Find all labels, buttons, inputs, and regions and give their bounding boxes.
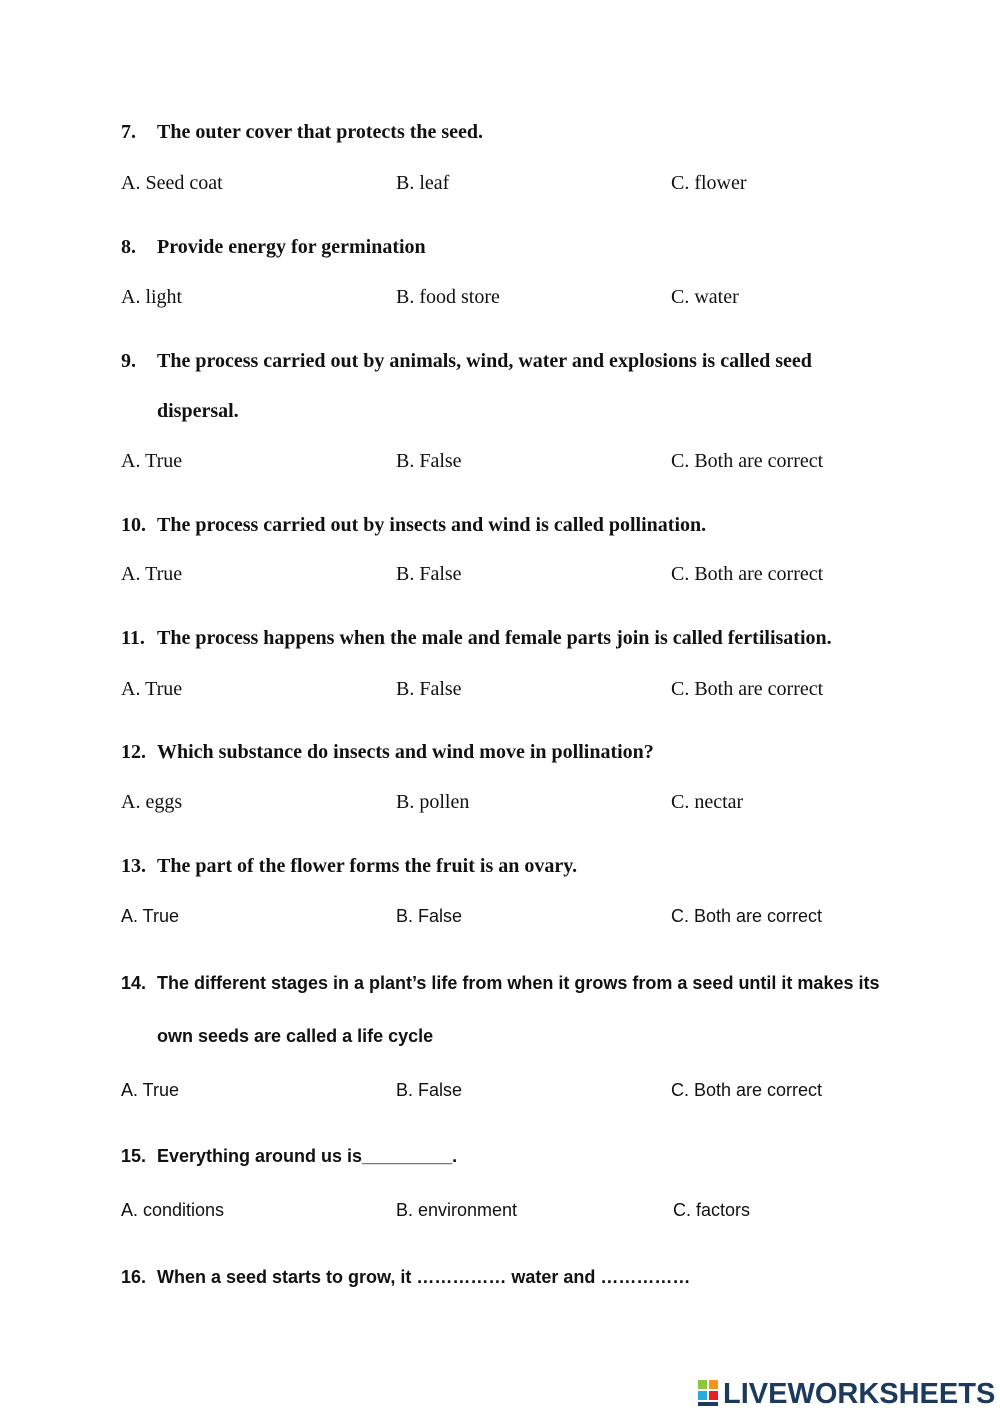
option-a[interactable]: A. True xyxy=(121,906,180,926)
option-a[interactable]: A. Seed coat xyxy=(121,172,223,194)
option-c[interactable]: C. factors xyxy=(673,1200,751,1220)
question-text: The process carried out by insects and wind is called pollination. xyxy=(157,514,707,536)
question-text: The part of the flower forms the fruit is an ovary. xyxy=(157,855,578,877)
option-a[interactable]: A. True xyxy=(121,563,183,585)
option-a[interactable]: A. eggs xyxy=(121,791,183,813)
option-b[interactable]: B. food store xyxy=(396,286,500,308)
question-text: The different stages in a plant’s life from when it grows from a seed until it makes its xyxy=(157,973,880,993)
option-c[interactable]: C. Both are correct xyxy=(671,678,824,700)
liveworksheets-logo-icon xyxy=(698,1380,720,1408)
option-a[interactable]: A. conditions xyxy=(121,1200,225,1220)
option-b[interactable]: B. False xyxy=(396,563,462,585)
question-number: 14. xyxy=(121,973,147,993)
option-c[interactable]: C. Both are correct xyxy=(671,1080,823,1100)
option-c[interactable]: C. flower xyxy=(671,172,747,194)
question-text: When a seed starts to grow, it …………… water and …………… xyxy=(157,1267,691,1287)
question-number: 9. xyxy=(121,350,136,372)
question-number: 11. xyxy=(121,627,145,649)
option-b[interactable]: B. False xyxy=(396,906,463,926)
question-number: 16. xyxy=(121,1267,147,1287)
question-text: Which substance do insects and wind move in pollination? xyxy=(157,741,654,763)
liveworksheets-logo xyxy=(698,1378,995,1410)
question-number: 12. xyxy=(121,741,146,763)
option-c[interactable]: C. Both are correct xyxy=(671,563,824,585)
option-b[interactable]: B. leaf xyxy=(396,172,450,194)
option-a[interactable]: A. True xyxy=(121,1080,180,1100)
question-text: The process happens when the male and female parts join is called fertilisation. xyxy=(157,627,832,649)
option-b[interactable]: B. environment xyxy=(396,1200,518,1220)
option-a[interactable]: A. True xyxy=(121,450,183,472)
option-b[interactable]: B. False xyxy=(396,450,462,472)
option-c[interactable]: C. Both are correct xyxy=(671,906,823,926)
question-number: 15. xyxy=(121,1146,147,1166)
question-text-continued: own seeds are called a life cycle xyxy=(157,1026,434,1046)
option-c[interactable]: C. water xyxy=(671,286,739,308)
question-text-continued: dispersal. xyxy=(157,400,239,422)
option-b[interactable]: B. False xyxy=(396,1080,463,1100)
option-a[interactable]: A. light xyxy=(121,286,183,308)
liveworksheets-logo-text: LIVEWORKSHEETS xyxy=(723,1377,996,1410)
option-c[interactable]: C. nectar xyxy=(671,791,744,813)
question-text: The outer cover that protects the seed. xyxy=(157,121,484,143)
question-text: The process carried out by animals, wind, water and explosions is called seed xyxy=(157,350,812,372)
option-c[interactable]: C. Both are correct xyxy=(671,450,824,472)
question-text: Everything around us is_________. xyxy=(157,1146,458,1166)
question-number: 7. xyxy=(121,121,136,143)
option-b[interactable]: B. False xyxy=(396,678,462,700)
question-text: Provide energy for germination xyxy=(157,236,426,258)
option-b[interactable]: B. pollen xyxy=(396,791,470,813)
question-number: 13. xyxy=(121,855,146,877)
option-a[interactable]: A. True xyxy=(121,678,183,700)
question-number: 8. xyxy=(121,236,136,258)
question-number: 10. xyxy=(121,514,146,536)
